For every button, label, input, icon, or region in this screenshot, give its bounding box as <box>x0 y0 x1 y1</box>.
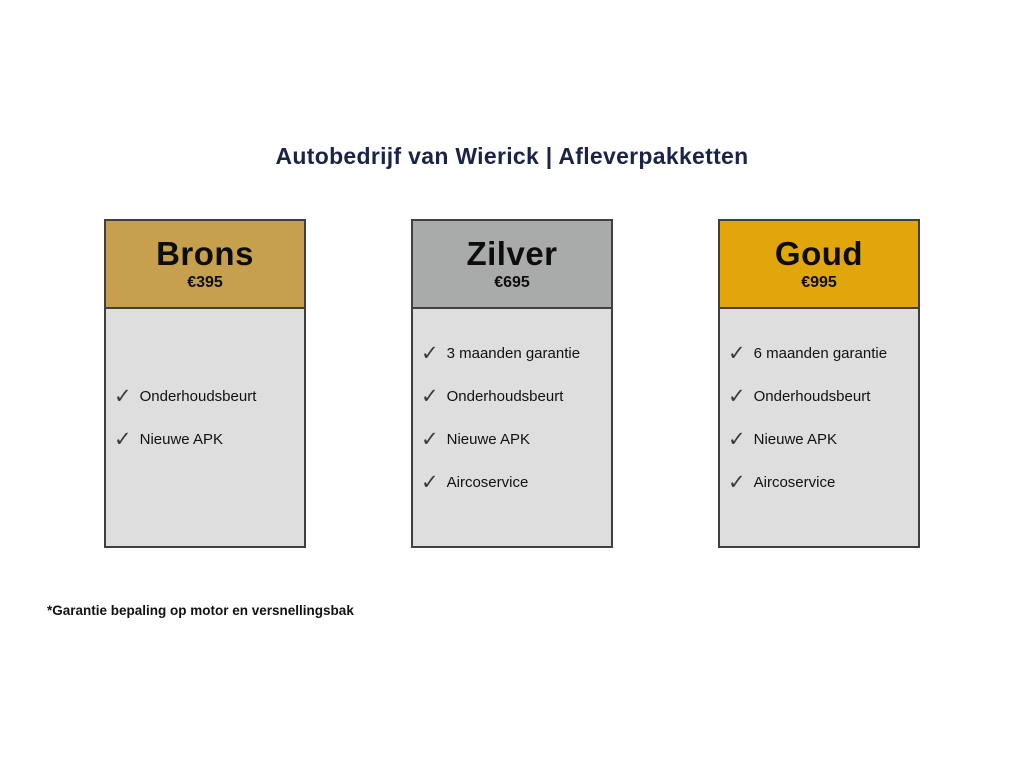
check-icon: ✓ <box>728 470 746 494</box>
feature-label: Onderhoudsbeurt <box>139 387 257 405</box>
feature-item <box>421 343 607 364</box>
feature-label: 3 maanden garantie <box>446 344 581 362</box>
check-icon: ✓ <box>728 341 746 365</box>
feature-item <box>421 386 607 407</box>
package-card-goud <box>718 219 920 548</box>
feature-label: Nieuwe APK <box>139 430 223 448</box>
package-name: Goud <box>774 235 864 273</box>
feature-label: Onderhoudsbeurt <box>446 387 564 405</box>
check-icon: ✓ <box>728 427 746 451</box>
check-icon: ✓ <box>114 384 132 408</box>
check-icon: ✓ <box>421 427 439 451</box>
package-price: €995 <box>801 273 837 291</box>
feature-item <box>421 429 607 450</box>
package-card-brons <box>104 219 306 548</box>
feature-item <box>421 472 607 493</box>
package-price: €695 <box>494 273 530 291</box>
package-card-zilver <box>411 219 613 548</box>
feature-item <box>114 429 300 450</box>
feature-label: Aircoservice <box>446 473 529 491</box>
feature-item <box>728 429 914 450</box>
feature-label: 6 maanden garantie <box>753 344 888 362</box>
package-name: Brons <box>156 235 254 273</box>
feature-item <box>728 386 914 407</box>
feature-item <box>728 343 914 364</box>
package-feature-list <box>720 309 918 546</box>
package-name: Zilver <box>466 235 558 273</box>
check-icon: ✓ <box>421 470 439 494</box>
check-icon: ✓ <box>421 384 439 408</box>
check-icon: ✓ <box>114 427 132 451</box>
feature-label: Onderhoudsbeurt <box>753 387 871 405</box>
package-header-zilver <box>413 221 611 309</box>
feature-item <box>114 386 300 407</box>
feature-label: Nieuwe APK <box>753 430 837 448</box>
guarantee-footnote: *Garantie bepaling op motor en versnellingsbak <box>47 603 354 618</box>
package-feature-list <box>106 309 304 546</box>
package-price: €395 <box>187 273 223 291</box>
feature-label: Aircoservice <box>753 473 836 491</box>
check-icon: ✓ <box>421 341 439 365</box>
package-header-brons <box>106 221 304 309</box>
check-icon: ✓ <box>728 384 746 408</box>
package-feature-list <box>413 309 611 546</box>
package-cards <box>104 219 920 548</box>
feature-label: Nieuwe APK <box>446 430 530 448</box>
feature-item <box>728 472 914 493</box>
page-title: Autobedrijf van Wierick | Afleverpakketten <box>275 143 749 169</box>
package-header-goud <box>720 221 918 309</box>
